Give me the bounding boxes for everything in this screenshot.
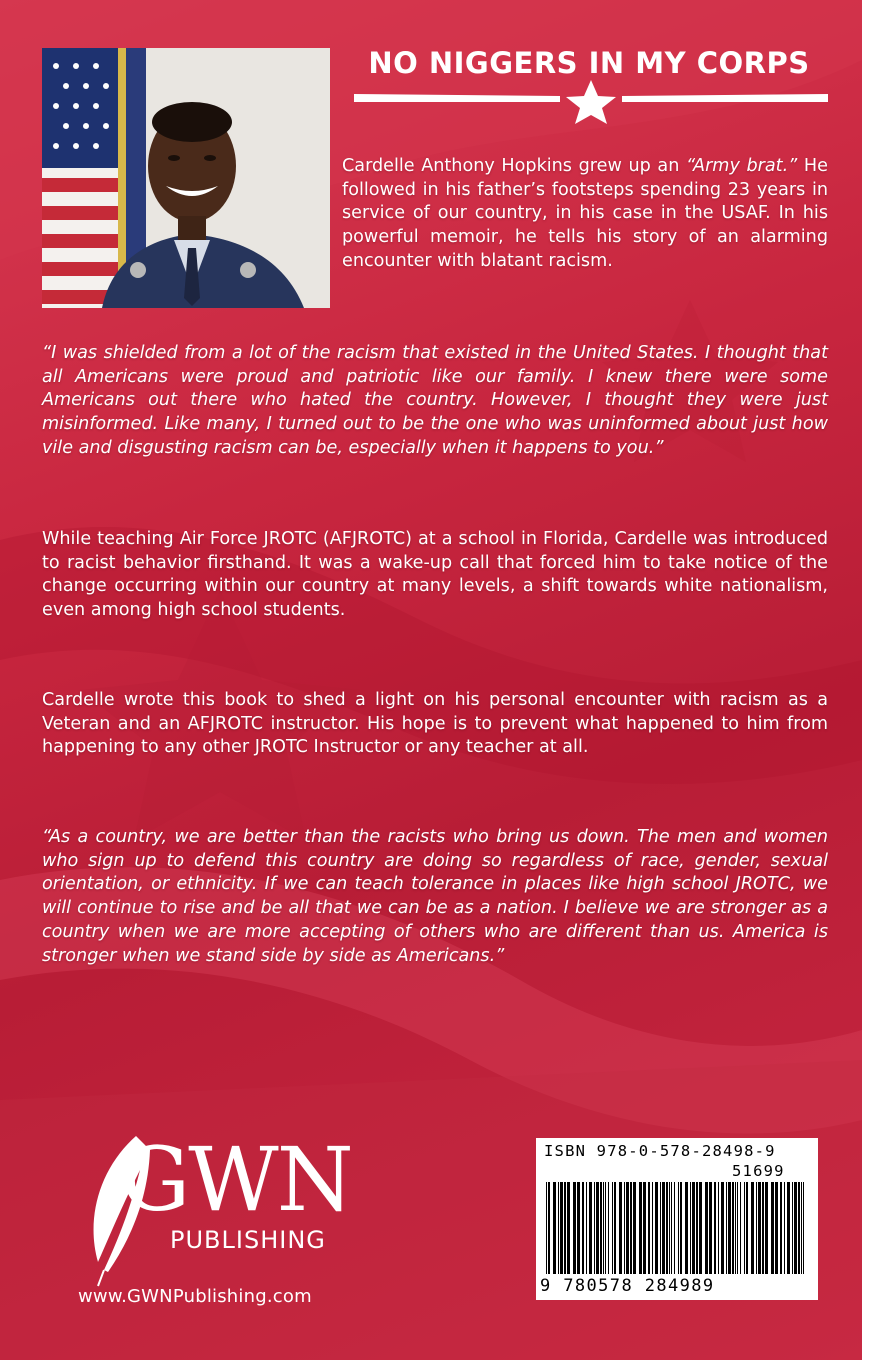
price-code: 51699 [732,1162,785,1180]
barcode-bars [544,1182,810,1276]
ean-digits: 9 780578 284989 [540,1276,715,1296]
description-paragraph-2: Cardelle wrote this book to shed a light on his personal encounter with racism as a Veteran and an AFJROTC instructor. His hope is to prevent what happened to him from happening to any other JROTC Instructor or any teacher at all. [42,690,828,758]
author-intro: Cardelle Anthony Hopkins grew up an “Army brat.” He followed in his father’s footsteps spending 23 years in service of our country, in his case in the USAF. In his powerful memoir, he tells his story of an alarming encounter with blatant racism. [342,156,828,271]
author-quote-1: “I was shielded from a lot of the racism that existed in the United States. I thought that all Americans were proud and patriotic like our family. I knew there were some Americans out there who hated the country. However, I thought they were just misinformed. Like many, I turned out to be the one who was uninformed about just how vile and disgusting racism can be, especially when it happens to you.” [42,343,828,458]
logo-gwn-letters: GWN [120,1128,352,1231]
isbn-label: ISBN 978-0-578-28498-9 [544,1142,776,1160]
publisher-website: www.GWNPublishing.com [78,1286,312,1307]
title-star-rule [352,78,830,124]
isbn-barcode [536,1138,818,1300]
publisher-logo [78,1130,368,1290]
author-photo [42,48,330,308]
description-paragraph-1: While teaching Air Force JROTC (AFJROTC) at a school in Florida, Cardelle was introduced to racist behavior firsthand. It was a wake-up call that forced him to take notice of the change occurring within our country at many levels, a shift towards white nationalism, even among high school students. [42,529,828,621]
author-quote-2: “As a country, we are better than the racists who bring us down. The men and women who sign up to defend this country are doing so regardless of race, gender, sexual orientation, or ethnicity. If we can teach tolerance in places like high school JROTC, we will continue to rise and be all that we can be as a nation. I believe we are stronger as a country when we are more accepting of others who are different than us. America is stronger when we stand side by side as Americans.” [42,827,828,966]
book-title: NO NIGGERS IN MY CORPS [368,46,810,80]
logo-publishing-text: PUBLISHING [170,1226,326,1254]
page-edge [862,0,880,1360]
